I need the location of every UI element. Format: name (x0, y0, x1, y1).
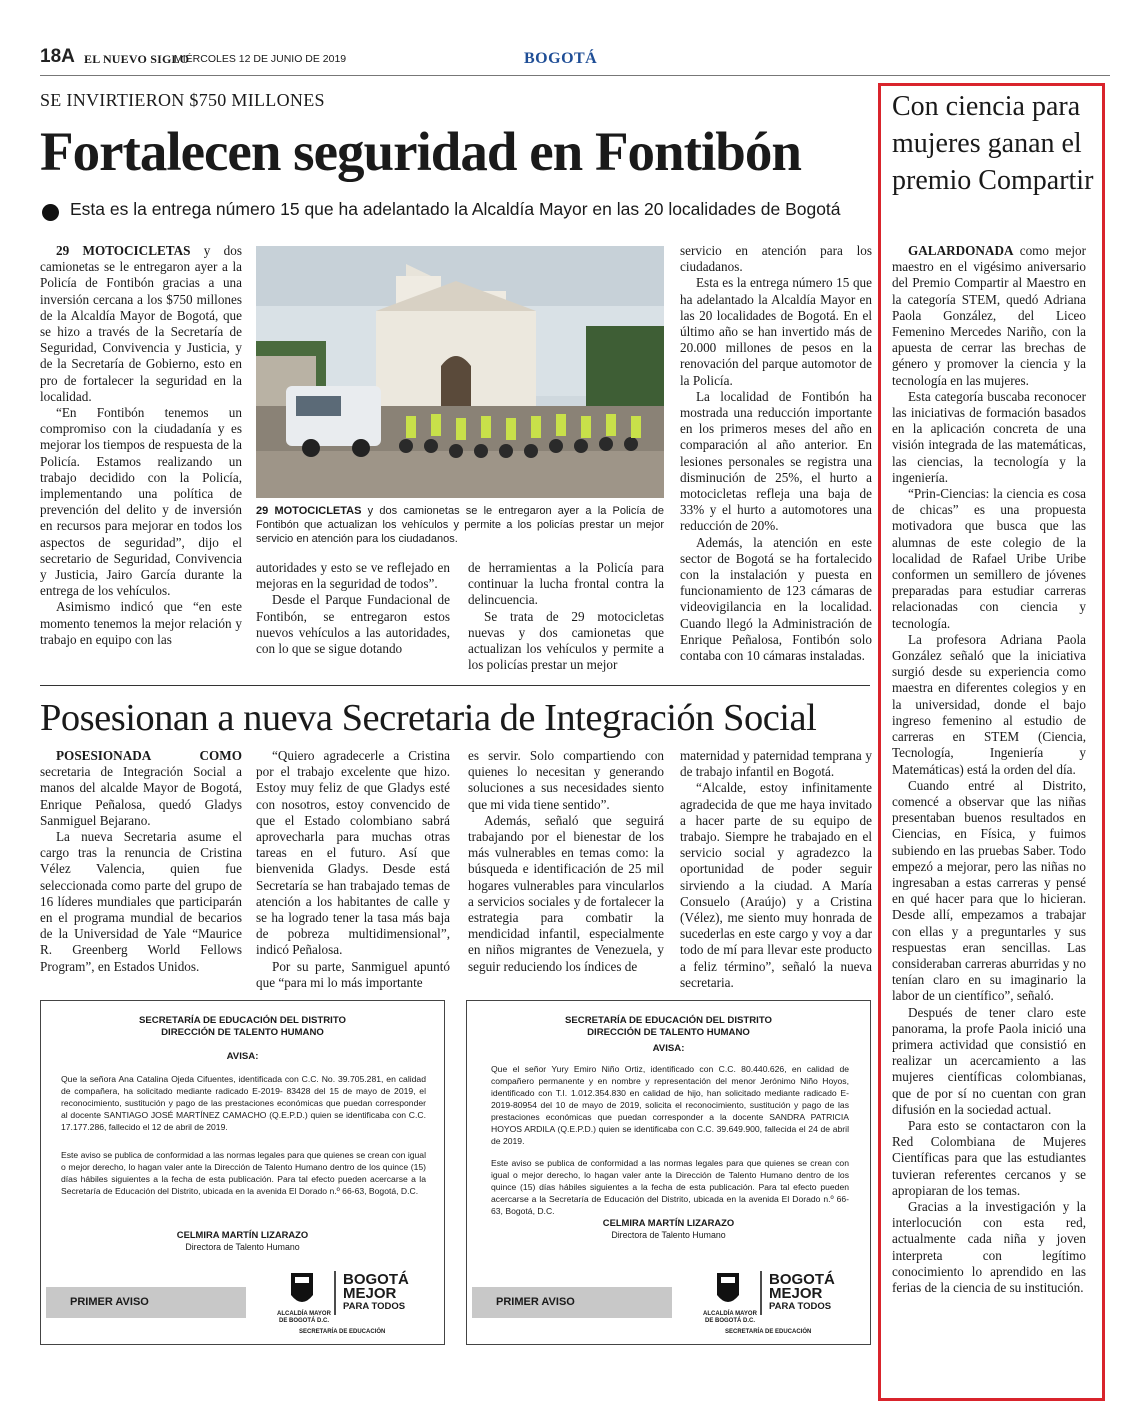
photo-caption (256, 504, 664, 546)
bogota-logo (699, 1267, 859, 1341)
paragraph: de herramientas a la Policía para continuar la lucha frontal contra la delincuencia. (468, 560, 664, 608)
paragraph: Desde el Parque Fundacional de Fontibón, se entregaron estos nuevos vehículos a las autoridades, con lo que se sigue dotando (256, 592, 450, 657)
legal-notice-1 (40, 1000, 445, 1345)
paragraph: Además, señaló que seguirá trabajando por el bienestar de los más vulnerables en temas como: la búsqueda e identificación de 25 mil hogares vulnerables para vincularlos a servicios sociales y de fortalecer la estrategia para combatir la mendicidad infantil, especialmente en niños migrantes de Venezuela, y seguir reduciendo los índices de (468, 812, 664, 974)
paragraph: Gracias a la investigación y la interlocución con esta red, actualmente cada niña y joven interpreta con legítimo conocimiento lo aprendido en las ferias de la ciencia de su institución. (892, 1198, 1086, 1295)
paragraph: es servir. Solo compartiendo con quienes lo necesitan y generando soluciones a sus necesidades siento que mi vida tiene sentido”. (468, 748, 664, 812)
paragraph: Esta categoría buscaba reconocer las iniciativas de formación basados en la aplicación concreta de una visión integrada de las matemáticas, las ciencias, la tecnología y la ingeniería. (892, 388, 1086, 485)
notice-signer-title: Directora de Talento Humano (611, 1230, 726, 1240)
secretaria-text: SECRETARÍA DE EDUCACIÓN (299, 1329, 386, 1335)
alcaldia-text: DE BOGOTÁ D.C. (278, 1318, 329, 1324)
paragraph: “En Fontibón tenemos un compromiso con la ciudadanía y es mejorar los tiempos de respuesta de la Policía. Estamos realizando un trabajo decidido con la Policía, implementando una política de prevención del delito y de inversión en recursos para mejorar en todos los aspectos de seguridad”, dijo el secretario de Seguridad, Convivencia y Justicia, Jairo García durante la entrega de los vehículos. (40, 405, 242, 599)
paragraph: Asimismo indicó que “en este momento tenemos la mejor relación y trabajo en equipo con las (40, 599, 242, 647)
paragraph: Por su parte, Sanmiguel apuntó que “para mi lo más importante (256, 958, 450, 990)
article-column-3 (468, 560, 664, 673)
article-column-4 (680, 243, 872, 664)
header-rule (40, 75, 1110, 76)
second-article-column-4 (680, 748, 872, 991)
second-article-column-3 (468, 748, 664, 975)
notice-avisa: AVISA: (652, 1043, 685, 1054)
paragraph: y dos camionetas se le entregaron ayer a la Policía de Fontibón gracias a una inversión cercana a los $750 millones de la Alcaldía Mayor de Bogotá, que se hizo a través de la Secretaría de Seguridad, Convivencia y Justicia, y de la Secretaría de Gobierno, esto en pro de fortalecer la seguridad en la localidad. (40, 243, 242, 404)
issue-date: MIÉRCOLES 12 DE JUNIO DE 2019 (174, 53, 347, 65)
paragraph: “Prin-Ciencias: la ciencia es cosa de chicas” es una propuesta motivadora que busca que las alumnas de este colegio de la localidad de Rafael Uribe Uribe conformen un semillero de jóvenes preparadas para estudiar carreras relacionadas con ciencia y tecnología. (892, 486, 1086, 631)
legal-notice-2 (466, 1000, 871, 1345)
notice-signer-title: Directora de Talento Humano (185, 1242, 300, 1252)
notice-dept: DIRECCIÓN DE TALENTO HUMANO (587, 1027, 750, 1038)
bogota-logo (273, 1267, 433, 1341)
article-deck: Esta es la entrega número 15 que ha adelantado la Alcaldía Mayor en las 20 localidades de Bogotá (70, 199, 841, 219)
paragraph: La localidad de Fontibón ha mostrada una reducción importante en los primeros meses del año en comparación al año anterior. En lesiones personales se registra una disminución de 25%, el hurto a motocicletas refleja una baja de 33% y el hurto a automotores una reducción de 20%. (680, 388, 872, 534)
second-article-column-2 (256, 748, 450, 991)
notice-signer: CELMIRA MARTÍN LIZARAZO (176, 1229, 309, 1240)
lead-in: POSESIONADA COMO (56, 748, 242, 763)
brand-para-todos: PARA TODOS (769, 1301, 832, 1312)
notice-body: Este aviso se publica de conformidad a las normas legales para que quienes se crean con igual o mejor derecho, lo hagan valer ante la Dirección de Talento Humano dentro de los quince (15) días hábiles siguientes a la fecha de esta publicación. Para tal efecto pueden acercarse a la Secretaría de Educación del Distrito, ubicada en la avenida El Dorado n.º 66-63, Bogotá, D.C. (61, 1150, 426, 1196)
article-kicker: SE INVIRTIERON $750 MILLONES (40, 90, 325, 110)
paragraph: “Quiero agradecerle a Cristina por el trabajo excelente que hizo. Estoy muy feliz de que Gladys esté con nosotros, estoy convencido de que el Estado colombiano sabrá aprovecharla para muchas otras tareas en el futuro. Así que bienvenida Gladys. Desde está Secretaría se han trabajado temas de atención a los habitantes de calle y se ha logrado tener la tasa más baja de pobreza multidimensional”, indicó Peñalosa. (256, 748, 450, 958)
article-column-1 (40, 243, 242, 648)
lead-in: GALARDONADA (908, 243, 1014, 258)
church-photo-image (256, 246, 664, 498)
paragraph: servicio en atención para los ciudadanos. (680, 243, 872, 275)
paragraph: La nueva Secretaria asume el cargo tras la renuncia de Cristina Vélez Valencia, quien fue seleccionada como parte del grupo de 16 líderes mundiales que participarán en el programa mundial de becarios de la Universidad de Yale “Maurice R. Greenberg World Fellows Program”, en Estados Unidos. (40, 829, 242, 974)
brand-bogota: BOGOTÁ (769, 1271, 835, 1288)
paragraph: autoridades y esto se ve reflejado en mejoras en la seguridad de todos”. (256, 560, 450, 592)
sidebar-body (892, 243, 1086, 1296)
brand-para-todos: PARA TODOS (343, 1301, 406, 1312)
notice-body: Que el señor Yury Emiro Niño Ortiz, identificado con C.C. 80.440.626, en calidad de compañero permanente y en nombre y representación del menor Jerónimo Niño Hoyos, identificado con T.I. 1.012.354.830 en calidad de hijo, han solicitado mediante radicado E-2019-80954 del 10 de mayo de 2019, solicita el reconocimiento, sustitución y pago de las prestaciones económicas que puedan corresponder a la docente SANDRA PATRICIA HOYOS ARDILA (Q.E.P.D.) quien se identificaba con C.C. 39.649.900, fallecida el 24 de abril de 2019. (491, 1064, 849, 1146)
paragraph: Cuando entré al Distrito, comencé a observar que las niñas presentaban buenos resultados en Ciencias, en Física, y fuimos subiendo en las pruebas Saber. Todo empezó a mejorar, pero las niñas no ingresaban a estas carreras y pensé en qué hacer para que lo hicieran. Desde allí, empezamos a trabajar con ellas y a preguntarles y sus respuestas eran sencillas. Las consideraban carreras aburridas y no tenían claro en su imaginario la labor de un científico”, señaló. (892, 777, 1086, 1004)
notice-avisa: AVISA: (226, 1051, 259, 1062)
notice-signer: CELMIRA MARTÍN LIZARAZO (602, 1217, 735, 1228)
second-article-column-1 (40, 748, 242, 975)
alcaldia-text: ALCALDÍA MAYOR (703, 1311, 757, 1317)
paragraph: maternidad y paternidad temprana y de trabajo infantil en Bogotá. (680, 748, 872, 780)
second-article-headline: Posesionan a nueva Secretaria de Integración Social (40, 697, 817, 739)
brand-mejor: MEJOR (343, 1285, 397, 1302)
alcaldia-text: ALCALDÍA MAYOR (277, 1311, 331, 1317)
notice-body: Que la señora Ana Catalina Ojeda Cifuentes, identificada con C.C. No. 39.705.281, en calidad de compañera, ha solicitado mediante radicado E-2019- 83428 del 15 de mayo de 2019, el reconocimiento, sustitución y pago de las prestaciones económicas que puedan corresponder al docente SANTIAGO JOSÉ MARTÍNEZ CAMACHO (Q.E.P.D.) quien se identificaba con C.C. 17.177.286, fallecido el 12 de abril de 2019. (61, 1074, 426, 1132)
caption-text: y dos camionetas se le entregaron ayer a la Policía de Fontibón que actualizan los vehículos y permite a los policías prestar un mejor servicio en atención para los ciudadanos. (256, 505, 664, 545)
paragraph: Además, la atención en este sector de Bogotá se ha fortalecido con la instalación y puesta en funcionamiento de 123 cámaras de videovigilancia en la localidad. Cuando llegó la Administración de Enrique Peñalosa, Fontibón solo contaba con 10 cámaras instaladas. (680, 534, 872, 664)
newspaper-name: EL NUEVO SIGLO (84, 52, 190, 66)
article-headline: Fortalecen seguridad en Fontibón (40, 121, 801, 182)
alcaldia-text: DE BOGOTÁ D.C. (704, 1318, 755, 1324)
paragraph: Después de tener claro este panorama, la profe Paola inició una primera actividad que consistió en realizar un acercamiento a las mujeres científicas colombianas, que de por sí no cuentan con gran difusión en la sociedad actual. (892, 1004, 1086, 1117)
section-name: BOGOTÁ (524, 50, 598, 67)
notice-dept: DIRECCIÓN DE TALENTO HUMANO (161, 1027, 324, 1038)
primer-aviso-label: PRIMER AVISO (472, 1287, 672, 1318)
brand-mejor: MEJOR (769, 1285, 823, 1302)
caption-lead: 29 MOTOCICLETAS (256, 505, 362, 517)
paragraph: secretaria de Integración Social a manos del alcalde Mayor de Bogotá, Enrique Peñalosa, quedó Gladys Sanmiguel Bejarano. (40, 764, 242, 828)
notice-org: SECRETARÍA DE EDUCACIÓN DEL DISTRITO (565, 1015, 772, 1026)
paragraph: La profesora Adriana Paola González señaló que la iniciativa surgió desde su experiencia como maestra en diferentes colegios y en la universidad, donde el bajo ingreso femenino al estudio de carreras en STEM (Ciencia, Tecnología, Ingeniería y Matemáticas) está la orden del día. (892, 631, 1086, 777)
secretaria-text: SECRETARÍA DE EDUCACIÓN (725, 1329, 812, 1335)
page-number: 18A (40, 46, 75, 67)
notice-body: Este aviso se publica de conformidad a las normas legales para que quienes se crean con igual o mejor derecho, lo hagan valer ante la Dirección de Talento Humano dentro de los quince (15) días hábiles siguientes a la fecha de esta publicación. Para tal efecto pueden acercarse a la Secretaría de Educación del Distrito, ubicada en la avenida El Dorado n.º 66-63, Bogotá, D.C. (491, 1158, 849, 1216)
paragraph: Esta es la entrega número 15 que ha adelantado la Alcaldía Mayor en las 20 localidades de Bogotá. En el último año se han invertido más de 20.000 millones de pesos en la renovación del parque automotor de la Policía. (680, 275, 872, 388)
bullet-icon (42, 204, 59, 221)
paragraph: “Alcalde, estoy infinitamente agradecida de que me haya invitado a hacer parte de su equipo de trabajo. Siempre he trabajado en el servicio social y agradezco la oportunidad de poder seguir sirviendo a la ciudad. A María Consuelo (Araújo) y a Cristina (Vélez), me siento muy honrada de sucederlas en este cargo y voy a dar todo de mí para llevar este producto a feliz término”, señaló la nueva secretaria. (680, 780, 872, 990)
notice-org: SECRETARÍA DE EDUCACIÓN DEL DISTRITO (139, 1015, 346, 1026)
article-photo (256, 246, 664, 498)
paragraph: como mejor maestro en el vigésimo aniversario del Premio Compartir al Maestro en la categoría STEM, quedó Adriana Paola González, del Liceo Femenino Mercedes Nariño, con la apuesta de cerrar las brechas de género y promover la ciencia y la tecnología en las mujeres. (892, 243, 1086, 388)
sidebar-headline: Con ciencia para mujeres ganan el premio Compartir (892, 91, 1094, 196)
paragraph: Se trata de 29 motocicletas nuevas y dos camionetas que actualizan los vehículos y permite a los policías prestar un mejor (468, 608, 664, 673)
primer-aviso-label: PRIMER AVISO (46, 1287, 246, 1318)
section-divider (40, 685, 870, 686)
paragraph: Para esto se contactaron con la Red Colombiana de Mujeres Científicas para que las estudiantes tuvieran referentes cercanos y se apropiaran de los temas. (892, 1117, 1086, 1198)
lead-in: 29 MOTOCICLETAS (56, 243, 191, 258)
brand-bogota: BOGOTÁ (343, 1271, 409, 1288)
article-column-2 (256, 560, 450, 657)
